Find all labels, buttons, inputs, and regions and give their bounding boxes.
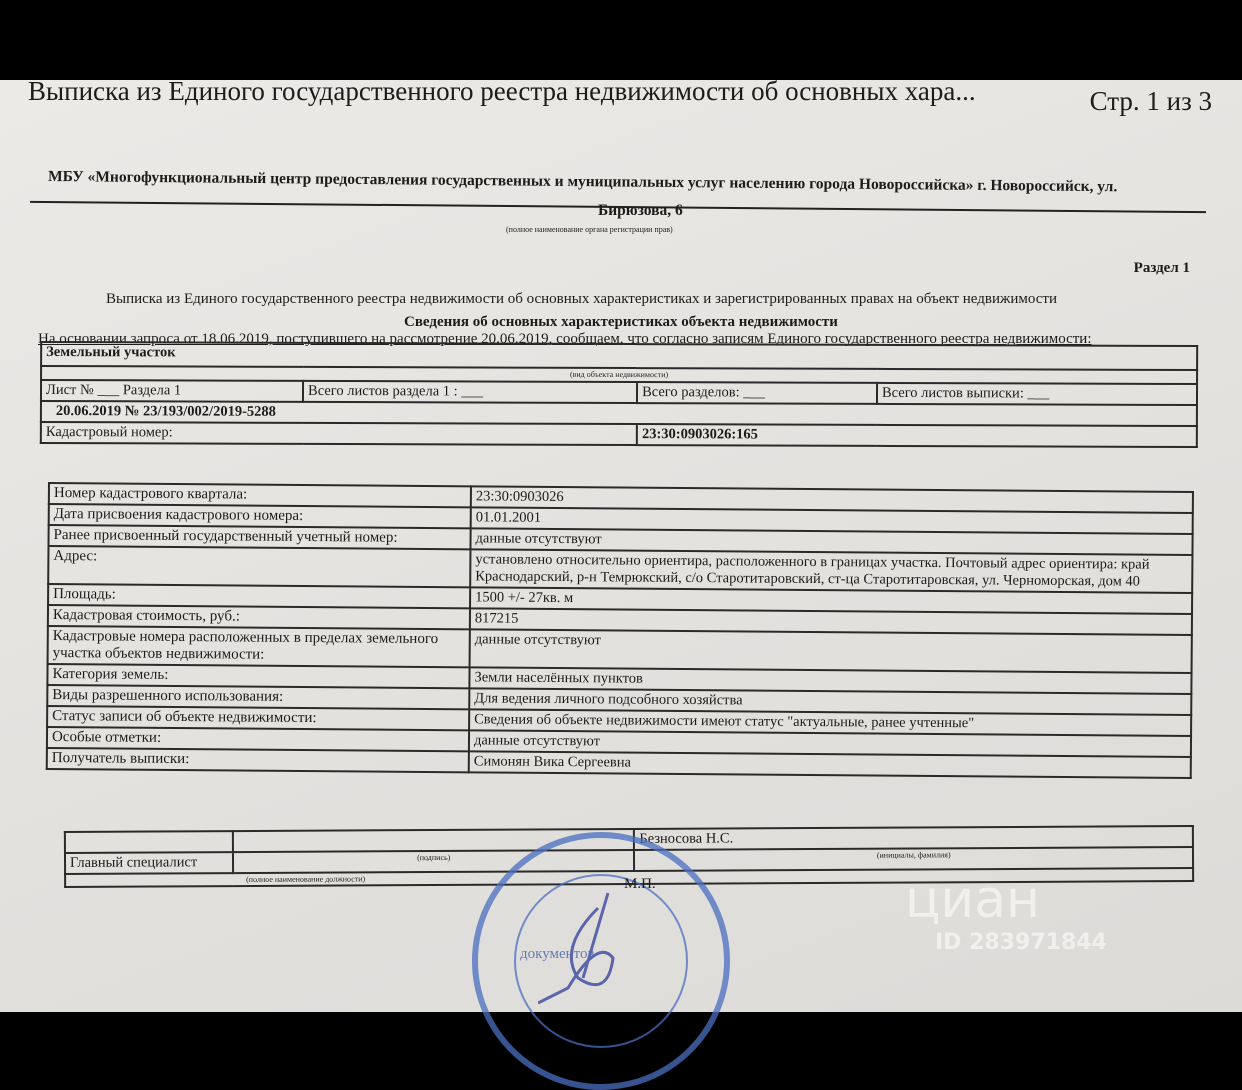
sheets-in-section: Всего листов раздела 1 : ___	[303, 381, 637, 403]
row-value: данные отсутствуют	[470, 528, 1192, 555]
row-label: Получатель выписки:	[47, 748, 469, 772]
watermark	[905, 870, 1107, 955]
stamp-text: документов	[520, 946, 595, 962]
row-label: Адрес:	[48, 546, 470, 587]
row-value: данные отсутствуют	[470, 629, 1192, 673]
signer-name: Безносова Н.С.	[634, 826, 1193, 850]
row-label: Дата присвоения кадастрового номера:	[49, 504, 471, 528]
organization-name: МБУ «Многофункциональный центр предоставления государственных и муниципальных услуг населению города Новороссийска» г. Новороссийск, ул.	[47, 168, 1118, 196]
watermark-id: ID 283971844	[935, 930, 1107, 955]
official-stamp	[472, 832, 730, 1090]
organization-caption: (полное наименование органа регистрации прав)	[506, 225, 673, 234]
object-header-table	[40, 341, 1198, 448]
page-header-title: Выписка из Единого государственного реестра недвижимости об основных хара...	[28, 76, 976, 106]
row-value: Земли населённых пунктов	[469, 667, 1191, 694]
watermark-brand: циан	[905, 870, 1041, 930]
signature-mark-icon	[538, 888, 648, 1008]
total-sections: Всего разделов: ___	[637, 382, 877, 404]
row-value: Для ведения личного подсобного хозяйства	[469, 688, 1191, 715]
row-label: Кадастровые номера расположенных в пределах земельного участка объектов недвижимости:	[48, 626, 470, 667]
document-page	[0, 76, 1242, 1012]
position-caption: (полное наименование должности)	[65, 868, 1193, 887]
row-value: установлено относительно ориентира, расположенного в границах участка. Почтовый адрес ориентира: край Краснодарский, р-н Темрюкский, с/о Старотитаровский, ст-ца Старотитаровская, ул. Черноморская, дом 40	[470, 549, 1192, 593]
cadastral-number-label: Кадастровый номер:	[41, 422, 637, 445]
row-label: Виды разрешенного использования:	[47, 685, 469, 709]
row-label: Статус записи об объекте недвижимости:	[47, 706, 469, 730]
row-value: данные отсутствуют	[469, 730, 1191, 757]
object-type-caption: (вид объекта недвижимости)	[41, 366, 1197, 384]
row-label: Особые отметки:	[47, 727, 469, 751]
row-value: 01.01.2001	[471, 507, 1193, 534]
row-label: Ранее присвоенный государственный учетный номер:	[48, 525, 470, 549]
row-value: Сведения об объекте недвижимости имеют статус "актуальные, ранее учтенные"	[469, 709, 1191, 736]
section-label: Раздел 1	[1133, 260, 1190, 276]
row-value: 817215	[470, 608, 1192, 635]
extract-title: Выписка из Единого государственного реестра недвижимости об основных характеристиках и зарегистрированных правах на объект недвижимости	[106, 291, 1058, 307]
row-value: 1500 +/- 27кв. м	[470, 587, 1192, 614]
page-number: Стр. 1 из 3	[1089, 86, 1212, 116]
seal-place-label: М.П.	[624, 876, 656, 892]
row-value: Симонян Вика Сергеевна	[469, 751, 1191, 778]
sheet-number: Лист № ___ Раздела 1	[41, 380, 303, 402]
extract-subtitle: Сведения об основных характеристиках объекта недвижимости	[404, 314, 838, 330]
total-sheets: Всего листов выписки: ___	[877, 383, 1197, 405]
row-value: 23:30:0903026	[471, 486, 1193, 513]
organization-address: Бирюзова, 6	[598, 202, 683, 219]
object-type: Земельный участок	[41, 342, 1197, 370]
row-label: Площадь:	[48, 584, 470, 608]
cadastral-number-value: 23:30:0903026:165	[637, 424, 1197, 447]
name-caption: (инициалы, фамилия)	[634, 847, 1193, 871]
row-label: Категория земель:	[47, 664, 469, 688]
date-and-number: 20.06.2019 № 23/193/002/2019-5288	[41, 401, 1197, 426]
signature-caption: (подпись)	[233, 850, 635, 873]
signer-position: Главный специалист	[65, 852, 233, 874]
characteristics-table	[46, 482, 1194, 779]
row-label: Номер кадастрового квартала:	[49, 483, 471, 507]
request-statement: На основании запроса от 18.06.2019, поступившего на рассмотрение 20.06.2019, сообщаем, что согласно записям Единого государственного реестра недвижимости:	[38, 331, 1092, 347]
row-label: Кадастровая стоимость, руб.:	[48, 605, 470, 629]
